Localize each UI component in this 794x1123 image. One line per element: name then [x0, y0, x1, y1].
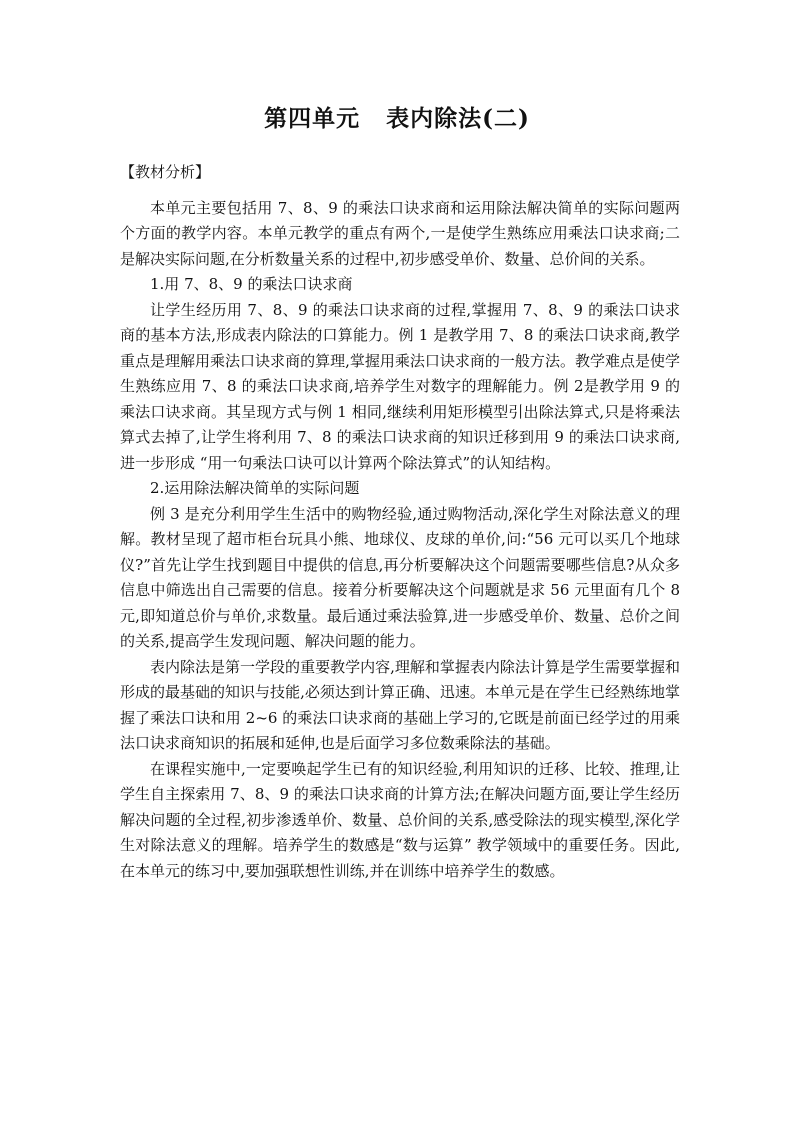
title-topic: 表内除法(二)	[386, 105, 530, 132]
paragraph-intro: 本单元主要包括用 7、8、9 的乘法口诀求商和运用除法解决简单的实际问题两个方面的教学内容。本单元教学的重点有两个,一是使学生熟练应用乘法口诀求商;二是解决实际问题,在分析数量关系的过程中,初步感受单价、数量、总价间的关系。	[120, 198, 680, 268]
paragraph-implementation: 在课程实施中,一定要唤起学生已有的知识经验,利用知识的迁移、比较、推理,让学生自主探索用 7、8、9 的乘法口诀求商的计算方法;在解决问题方面,要让学生经历解决问题的全过程,初步渗透单价、数量、总价间的关系,感受除法的现实模型,深化学生对除法意义的理解。培养学生的数感是“数与运算” 教学领域中的重要任务。因此,在本单元的练习中,要加强联想性训练,并在训练中培养学生的数感。	[120, 759, 680, 880]
paragraph-table-division: 表内除法是第一学段的重要教学内容,理解和掌握表内除法计算是学生需要掌握和形成的最基础的知识与技能,必须达到计算正确、迅速。本单元是在学生已经熟练地掌握了乘法口诀和用 2~6 的乘法口诀求商的基础上学习的,它既是前面已经学过的用乘法口诀求商知识的拓展和延伸,也是后面学习多位数乘除法的基础。	[120, 657, 680, 752]
subheading-2: 2.运用除法解决简单的实际问题	[150, 479, 360, 497]
document-body	[120, 160, 680, 884]
paragraph-multiplication: 让学生经历用 7、8、9 的乘法口诀求商的过程,掌握用 7、8、9 的乘法口诀求商的基本方法,形成表内除法的口算能力。例 1 是教学用 7、8 的乘法口诀求商,教学重点是理解用乘法口诀求商的算理,掌握用乘法口诀求商的一般方法。教学难点是使学生熟练应用 7、8 的乘法口诀求商,培养学生对数字的理解能力。例 2是教学用 9 的乘法口诀求商。其呈现方式与例 1 相同,继续利用矩形模型引出除法算式,只是将乘法算式去掉了,让学生将利用 7、8 的乘法口诀求商的知识迁移到用 9 的乘法口诀求商,进一步形成 “用一句乘法口诀可以计算两个除法算式”的认知结构。	[120, 300, 680, 472]
subheading-1: 1.用 7、8、9 的乘法口诀求商	[150, 275, 353, 293]
paragraph-example-3: 例 3 是充分利用学生生活中的购物经验,通过购物活动,深化学生对除法意义的理解。教材呈现了超市柜台玩具小熊、地球仪、皮球的单价,问:“56 元可以买几个地球仪?”首先让学生找到题目中提供的信息,再分析要解决这个问题需要哪些信息?从众多信息中筛选出自己需要的信息。接着分析要解决这个问题就是求 56 元里面有几个 8 元,即知道总价与单价,求数量。最后通过乘法验算,进一步感受单价、数量、总价之间的关系,提高学生发现问题、解决问题的能力。	[120, 504, 680, 650]
section-label: 【教材分析】	[120, 163, 211, 181]
page-title	[0, 100, 794, 133]
title-unit: 第四单元	[264, 105, 361, 132]
